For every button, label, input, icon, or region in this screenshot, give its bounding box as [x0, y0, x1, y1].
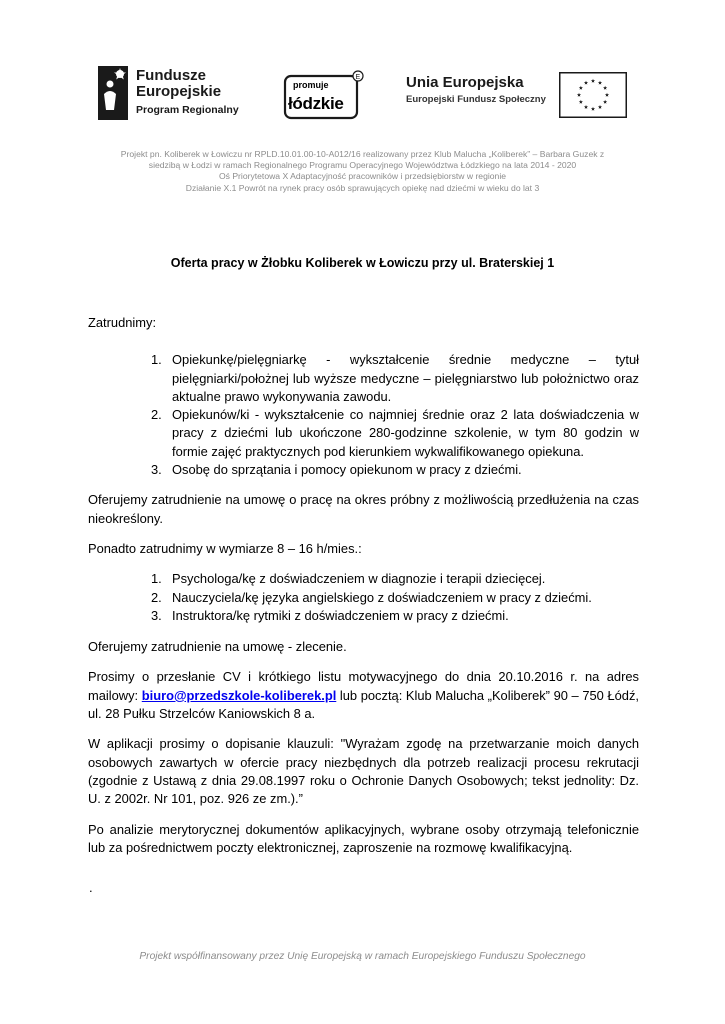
closing-text: Po analizie merytorycznej dokumentów aplikacyjnych, wybrane osoby otrzymają telefonicznie lub za pośrednictwem poczty elektronicznej, zaproszenie na rozmowę kwalifikacyjną.	[88, 821, 639, 855]
fe-emblem-icon	[96, 64, 130, 122]
project-info-line1: Projekt pn. Koliberek w Łowiczu nr RPLD.10.01.00-10-A012/16 realizowany przez Klub Malucha „Koliberek” – Barbara Guzek z	[120, 149, 605, 159]
fe-line2: Europejskie	[136, 83, 222, 100]
positions-list	[88, 351, 639, 479]
cv-text-before: Prosimy o przesłanie CV i krótkiego listu motywacyjnego do dnia 20.10.2016 r. na adres mailowy:	[88, 669, 639, 703]
intro-text: Zatrudnimy:	[88, 315, 157, 330]
list-item	[88, 570, 639, 588]
list-item	[88, 461, 639, 479]
svg-text:E: E	[355, 74, 361, 81]
document-body	[88, 314, 639, 857]
project-info-line4: Działanie X.1 Powrót na rynek pracy osób sprawujących opiekę nad dziećmi w wieku do lat 3	[185, 182, 540, 193]
page-title: Oferta pracy w Żłobku Koliberek w Łowiczu przy ul. Braterskiej 1	[170, 256, 555, 270]
promuje-lodzkie-logo	[283, 70, 365, 120]
logo-bar	[0, 62, 725, 124]
offer-text-2: Oferujemy zatrudnienie na umowę - zlecenie.	[88, 639, 347, 655]
list-number: 3.	[151, 607, 162, 623]
list-number: 1.	[151, 352, 162, 368]
footer-text: Projekt współfinansowany przez Unię Europejską w ramach Europejskiego Funduszu Społecznego	[139, 951, 586, 962]
list-text: Instruktora/kę rytmiki z doświadczeniem w pracy z dziećmi.	[172, 607, 509, 623]
project-info	[70, 149, 655, 194]
list-text: Opiekunkę/pielęgniarkę - wykształcenie średnie medyczne – tytuł pielęgniarki/położnej lub wyższe medyczne – pielęgniarstwo lub położnictwo oraz aktualne prawo wykonywania zawodu.	[172, 352, 639, 404]
email-link[interactable]: biuro@przedszkole-koliberek.pl	[141, 687, 337, 703]
list-item	[88, 406, 639, 461]
fe-line3: Program Regionalny	[136, 104, 239, 116]
lodz-big-text: łódzkie	[288, 94, 344, 113]
also-text: Ponadto zatrudnimy w wymiarze 8 – 16 h/mies.:	[88, 540, 362, 556]
list-number: 2.	[151, 589, 162, 605]
list-text: Opiekunów/ki - wykształcenie co najmniej średnie oraz 2 lata doświadczenia w pracy z dziećmi lub ukończone 280-godzinne szkolenie, w tym 80 godzin w formie zajęć praktycznych pod kierunkiem wykwalifikowanego opiekuna.	[172, 407, 639, 459]
list-number: 3.	[151, 462, 162, 478]
list-text: Osobę do sprzątania i pomocy opiekunom w pracy z dziećmi.	[172, 462, 522, 478]
cv-text-after: lub pocztą: Klub Malucha „Koliberek” 90 – 750 Łódź, ul. 28 Pułku Strzelców Kaniowskich 8 a.	[88, 687, 639, 722]
lodz-small-text: promuje	[293, 80, 329, 90]
list-number: 1.	[151, 571, 162, 587]
list-text: Nauczyciela/kę języka angielskiego z doświadczeniem w pracy z dziećmi.	[172, 589, 592, 605]
fundusze-europejskie-logo	[96, 64, 246, 122]
additional-positions-list	[88, 570, 639, 625]
ue-line1: Unia Europejska	[406, 74, 524, 91]
offer-text-1: Oferujemy zatrudnienie na umowę o pracę na okres próbny z możliwością przedłużenia na czas nieokreślony.	[88, 492, 639, 526]
consent-clause: W aplikacji prosimy o dopisanie klauzuli: "Wyrażam zgodę na przetwarzanie moich danych osobowych zawartych w ofercie pracy niezbędnych dla potrzeb realizacji procesu rekrutacji (zgodnie z Ustawą z dnia 29.08.1997 roku o Ochronie Danych Osobowych; tekst jednolity: Dz. U. z 2002r. Nr 101, poz. 926 ze zm.).”	[88, 736, 639, 807]
project-info-line3: Oś Priorytetowa X Adaptacyjność pracowników i przedsiębiorstw w regionie	[218, 171, 507, 182]
list-text: Psychologa/kę z doświadczeniem w diagnozie i terapii dziecięcej.	[172, 571, 546, 587]
project-info-line2: siedzibą w Łodzi w ramach Regionalnego Programu Operacyjnego Województwa Łódzkiego na lata 2014 - 2020	[148, 160, 577, 171]
list-number: 2.	[151, 407, 162, 423]
cv-paragraph	[88, 668, 639, 723]
unia-europejska-logo	[406, 74, 556, 105]
list-item	[88, 589, 639, 607]
fe-line1: Fundusze	[136, 67, 206, 84]
ue-line2: Europejski Fundusz Społeczny	[406, 94, 546, 105]
list-item	[88, 607, 639, 625]
stray-dot: .	[89, 880, 93, 895]
eu-flag-icon	[559, 72, 627, 118]
list-item	[88, 351, 639, 406]
